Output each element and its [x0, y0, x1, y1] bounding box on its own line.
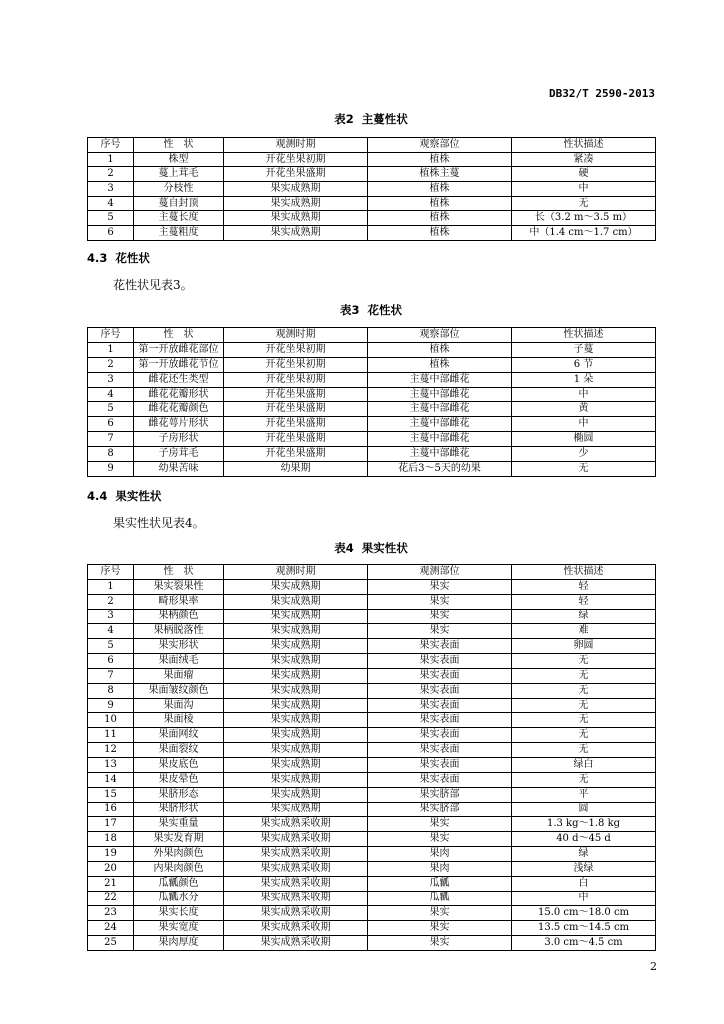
cell-index: 10 — [88, 713, 134, 728]
cell-period: 果实成熟采收期 — [224, 817, 368, 832]
table-flower-traits — [87, 327, 656, 477]
column-header: 观察部位 — [368, 138, 512, 153]
column-header: 性 状 — [134, 328, 224, 343]
cell-part: 果实 — [368, 609, 512, 624]
cell-index: 9 — [88, 698, 134, 713]
cell-description: 无 — [512, 683, 656, 698]
column-header: 观测时期 — [224, 565, 368, 580]
cell-part: 瓜瓤 — [368, 876, 512, 891]
cell-trait: 雌花还生类型 — [134, 372, 224, 387]
cell-description: 13.5 cm～14.5 cm — [512, 921, 656, 936]
column-header: 观测时期 — [224, 138, 368, 153]
cell-index: 17 — [88, 817, 134, 832]
cell-part: 植株 — [368, 182, 512, 197]
cell-index: 1 — [88, 579, 134, 594]
table-row — [88, 891, 656, 906]
cell-index: 12 — [88, 743, 134, 758]
table-row — [88, 787, 656, 802]
cell-part: 果实脐部 — [368, 802, 512, 817]
cell-period: 果实成熟期 — [224, 639, 368, 654]
table-row — [88, 211, 656, 226]
cell-index: 8 — [88, 447, 134, 462]
cell-trait: 子房茸毛 — [134, 447, 224, 462]
cell-description: 无 — [512, 728, 656, 743]
cell-period: 开花坐果盛期 — [224, 387, 368, 402]
cell-part: 果实 — [368, 936, 512, 951]
cell-description: 圆 — [512, 802, 656, 817]
cell-period: 果实成熟期 — [224, 683, 368, 698]
cell-index: 2 — [88, 357, 134, 372]
cell-trait: 果脐形态 — [134, 787, 224, 802]
page-number: 2 — [650, 960, 657, 973]
cell-index: 22 — [88, 891, 134, 906]
column-header: 观测部位 — [368, 565, 512, 580]
table-row — [88, 447, 656, 462]
cell-part: 果肉 — [368, 847, 512, 862]
cell-period: 果实成熟采收期 — [224, 891, 368, 906]
cell-index: 24 — [88, 921, 134, 936]
cell-index: 16 — [88, 802, 134, 817]
cell-period: 果实成熟期 — [224, 594, 368, 609]
cell-description: 1 朵 — [512, 372, 656, 387]
cell-trait: 果实重量 — [134, 817, 224, 832]
cell-part: 瓜瓤 — [368, 891, 512, 906]
cell-trait: 果面网纹 — [134, 728, 224, 743]
cell-trait: 果实形状 — [134, 639, 224, 654]
cell-part: 果实 — [368, 624, 512, 639]
cell-period: 果实成熟期 — [224, 728, 368, 743]
column-header: 观察部位 — [368, 328, 512, 343]
cell-index: 6 — [88, 226, 134, 241]
cell-period: 开花坐果初期 — [224, 357, 368, 372]
cell-trait: 果面棱 — [134, 713, 224, 728]
cell-trait: 果肉厚度 — [134, 936, 224, 951]
cell-part: 果实 — [368, 817, 512, 832]
cell-index: 5 — [88, 639, 134, 654]
cell-part: 植株 — [368, 342, 512, 357]
column-header: 性状描述 — [512, 138, 656, 153]
table-row — [88, 579, 656, 594]
table-row — [88, 462, 656, 477]
cell-description: 椭圆 — [512, 432, 656, 447]
cell-description: 硬 — [512, 167, 656, 182]
table-row — [88, 182, 656, 197]
cell-index: 5 — [88, 211, 134, 226]
cell-trait: 第一开放雌花节位 — [134, 357, 224, 372]
cell-part: 果实表面 — [368, 698, 512, 713]
table-row — [88, 713, 656, 728]
cell-part: 果实 — [368, 832, 512, 847]
cell-part: 植株 — [368, 196, 512, 211]
column-header: 序号 — [88, 328, 134, 343]
column-header: 性状描述 — [512, 328, 656, 343]
cell-description: 无 — [512, 698, 656, 713]
cell-description: 中 — [512, 891, 656, 906]
cell-period: 果实成熟期 — [224, 196, 368, 211]
table-row — [88, 861, 656, 876]
cell-index: 3 — [88, 609, 134, 624]
cell-period: 开花坐果初期 — [224, 152, 368, 167]
cell-period: 果实成熟采收期 — [224, 861, 368, 876]
cell-part: 果实表面 — [368, 668, 512, 683]
cell-description: 40 d～45 d — [512, 832, 656, 847]
table-row — [88, 728, 656, 743]
cell-index: 5 — [88, 402, 134, 417]
table-row — [88, 847, 656, 862]
table-row — [88, 594, 656, 609]
cell-period: 果实成熟期 — [224, 698, 368, 713]
cell-trait: 果面绒毛 — [134, 654, 224, 669]
cell-index: 7 — [88, 432, 134, 447]
cell-index: 21 — [88, 876, 134, 891]
cell-period: 果实成熟采收期 — [224, 876, 368, 891]
cell-period: 果实成熟期 — [224, 579, 368, 594]
cell-period: 果实成熟采收期 — [224, 906, 368, 921]
cell-index: 4 — [88, 196, 134, 211]
cell-period: 果实成熟期 — [224, 609, 368, 624]
cell-part: 主蔓中部雌花 — [368, 402, 512, 417]
cell-trait: 瓜瓤颜色 — [134, 876, 224, 891]
cell-index: 1 — [88, 152, 134, 167]
cell-part: 果实表面 — [368, 654, 512, 669]
cell-trait: 幼果苦味 — [134, 462, 224, 477]
cell-index: 13 — [88, 757, 134, 772]
cell-part: 植株 — [368, 226, 512, 241]
cell-description: 绿白 — [512, 757, 656, 772]
cell-part: 果实表面 — [368, 743, 512, 758]
cell-index: 7 — [88, 668, 134, 683]
cell-trait: 瓜瓤水分 — [134, 891, 224, 906]
cell-trait: 蔓自封顶 — [134, 196, 224, 211]
table-fruit-traits — [87, 564, 656, 951]
cell-trait: 果实宽度 — [134, 921, 224, 936]
cell-trait: 果面皱纹颜色 — [134, 683, 224, 698]
cell-trait: 主蔓长度 — [134, 211, 224, 226]
cell-description: 中 — [512, 387, 656, 402]
cell-index: 23 — [88, 906, 134, 921]
cell-trait: 第一开放雌花部位 — [134, 342, 224, 357]
cell-trait: 内果肉颜色 — [134, 861, 224, 876]
cell-part: 果实表面 — [368, 639, 512, 654]
cell-index: 15 — [88, 787, 134, 802]
cell-period: 果实成熟期 — [224, 713, 368, 728]
table-row — [88, 921, 656, 936]
cell-period: 果实成熟期 — [224, 624, 368, 639]
cell-trait: 雌花花瓣颜色 — [134, 402, 224, 417]
cell-description: 1.3 kg～1.8 kg — [512, 817, 656, 832]
cell-index: 6 — [88, 417, 134, 432]
cell-description: 无 — [512, 668, 656, 683]
table-row — [88, 906, 656, 921]
cell-period: 幼果期 — [224, 462, 368, 477]
cell-index: 8 — [88, 683, 134, 698]
cell-trait: 果柄颜色 — [134, 609, 224, 624]
cell-description: 中（1.4 cm～1.7 cm） — [512, 226, 656, 241]
table-row — [88, 226, 656, 241]
cell-period: 开花坐果盛期 — [224, 432, 368, 447]
cell-trait: 果脐形状 — [134, 802, 224, 817]
cell-part: 主蔓中部雌花 — [368, 387, 512, 402]
cell-description: 卵圆 — [512, 639, 656, 654]
cell-trait: 果实长度 — [134, 906, 224, 921]
cell-trait: 果柄脱落性 — [134, 624, 224, 639]
cell-part: 植株 — [368, 152, 512, 167]
cell-index: 9 — [88, 462, 134, 477]
table-row — [88, 654, 656, 669]
table-row — [88, 639, 656, 654]
cell-part: 果实表面 — [368, 683, 512, 698]
table-row — [88, 372, 656, 387]
cell-trait: 雌花萼片形状 — [134, 417, 224, 432]
cell-part: 主蔓中部雌花 — [368, 447, 512, 462]
cell-trait: 子房形状 — [134, 432, 224, 447]
cell-trait: 果实裂果性 — [134, 579, 224, 594]
cell-index: 2 — [88, 594, 134, 609]
cell-part: 植株 — [368, 357, 512, 372]
cell-description: 黄 — [512, 402, 656, 417]
cell-part: 主蔓中部雌花 — [368, 372, 512, 387]
cell-period: 果实成熟期 — [224, 757, 368, 772]
cell-part: 果实 — [368, 579, 512, 594]
cell-part: 果实脐部 — [368, 787, 512, 802]
table-row — [88, 167, 656, 182]
cell-description: 紧凑 — [512, 152, 656, 167]
table-row — [88, 698, 656, 713]
cell-period: 开花坐果盛期 — [224, 167, 368, 182]
table-row — [88, 817, 656, 832]
table-row — [88, 802, 656, 817]
cell-period: 开花坐果盛期 — [224, 402, 368, 417]
cell-description: 平 — [512, 787, 656, 802]
cell-period: 果实成熟期 — [224, 211, 368, 226]
cell-period: 果实成熟期 — [224, 226, 368, 241]
cell-part: 果实表面 — [368, 772, 512, 787]
cell-period: 果实成熟期 — [224, 743, 368, 758]
cell-trait: 主蔓粗度 — [134, 226, 224, 241]
cell-period: 果实成熟采收期 — [224, 847, 368, 862]
cell-period: 开花坐果初期 — [224, 372, 368, 387]
cell-period: 果实成熟期 — [224, 668, 368, 683]
table-row — [88, 876, 656, 891]
cell-index: 3 — [88, 182, 134, 197]
column-header: 观测时期 — [224, 328, 368, 343]
cell-index: 4 — [88, 624, 134, 639]
cell-trait: 果面沟 — [134, 698, 224, 713]
cell-description: 中 — [512, 417, 656, 432]
cell-part: 果实表面 — [368, 728, 512, 743]
cell-trait: 畸形果率 — [134, 594, 224, 609]
cell-part: 果实表面 — [368, 757, 512, 772]
cell-trait: 雌花花瓣形状 — [134, 387, 224, 402]
table3-caption: 表3 花性状 — [339, 303, 402, 317]
table-row — [88, 683, 656, 698]
cell-period: 果实成熟期 — [224, 802, 368, 817]
cell-description: 无 — [512, 654, 656, 669]
document-code: DB32/T 2590-2013 — [549, 87, 655, 100]
column-header: 性状描述 — [512, 565, 656, 580]
table-row — [88, 624, 656, 639]
table-row — [88, 936, 656, 951]
table-row — [88, 357, 656, 372]
cell-trait: 分枝性 — [134, 182, 224, 197]
cell-description: 白 — [512, 876, 656, 891]
header-row — [88, 138, 656, 153]
cell-description: 子蔓 — [512, 342, 656, 357]
cell-index: 20 — [88, 861, 134, 876]
cell-index: 3 — [88, 372, 134, 387]
column-header: 序号 — [88, 138, 134, 153]
cell-index: 2 — [88, 167, 134, 182]
cell-trait: 果面裂纹 — [134, 743, 224, 758]
cell-index: 25 — [88, 936, 134, 951]
table-row — [88, 342, 656, 357]
cell-part: 主蔓中部雌花 — [368, 417, 512, 432]
cell-trait: 外果肉颜色 — [134, 847, 224, 862]
cell-description: 绿 — [512, 847, 656, 862]
cell-description: 浅绿 — [512, 861, 656, 876]
cell-part: 果实 — [368, 921, 512, 936]
table-row — [88, 417, 656, 432]
cell-period: 开花坐果盛期 — [224, 447, 368, 462]
cell-description: 少 — [512, 447, 656, 462]
section-text-4-3: 花性状见表3。 — [113, 278, 193, 292]
cell-part: 果实 — [368, 594, 512, 609]
cell-trait: 果实发育期 — [134, 832, 224, 847]
cell-description: 无 — [512, 743, 656, 758]
cell-index: 19 — [88, 847, 134, 862]
cell-index: 1 — [88, 342, 134, 357]
cell-index: 18 — [88, 832, 134, 847]
cell-period: 果实成熟期 — [224, 787, 368, 802]
cell-period: 果实成熟期 — [224, 182, 368, 197]
cell-part: 果实 — [368, 906, 512, 921]
cell-index: 11 — [88, 728, 134, 743]
cell-part: 果实表面 — [368, 713, 512, 728]
table-row — [88, 757, 656, 772]
column-header: 性 状 — [134, 565, 224, 580]
cell-description: 长（3.2 m～3.5 m） — [512, 211, 656, 226]
cell-trait: 果皮底色 — [134, 757, 224, 772]
cell-description: 3.0 cm～4.5 cm — [512, 936, 656, 951]
table-row — [88, 832, 656, 847]
section-heading-4-4: 4.4 果实性状 — [87, 489, 162, 503]
table-row — [88, 432, 656, 447]
table-main-vine-traits — [87, 137, 656, 241]
table-row — [88, 743, 656, 758]
cell-description: 无 — [512, 772, 656, 787]
cell-trait: 株型 — [134, 152, 224, 167]
table2-caption: 表2 主蔓性状 — [334, 112, 408, 126]
cell-trait: 果皮晕色 — [134, 772, 224, 787]
cell-description: 轻 — [512, 579, 656, 594]
cell-part: 主蔓中部雌花 — [368, 432, 512, 447]
cell-index: 4 — [88, 387, 134, 402]
cell-index: 6 — [88, 654, 134, 669]
cell-period: 果实成熟采收期 — [224, 936, 368, 951]
cell-period: 开花坐果盛期 — [224, 417, 368, 432]
cell-index: 14 — [88, 772, 134, 787]
table-row — [88, 668, 656, 683]
cell-description: 中 — [512, 182, 656, 197]
cell-part: 植株 — [368, 211, 512, 226]
cell-period: 果实成熟采收期 — [224, 832, 368, 847]
column-header: 序号 — [88, 565, 134, 580]
cell-period: 果实成熟采收期 — [224, 921, 368, 936]
cell-description: 绿 — [512, 609, 656, 624]
table-row — [88, 772, 656, 787]
table-row — [88, 609, 656, 624]
table-row — [88, 196, 656, 211]
header-row — [88, 328, 656, 343]
section-heading-4-3: 4.3 花性状 — [87, 251, 150, 265]
cell-description: 轻 — [512, 594, 656, 609]
cell-part: 花后3～5天的幼果 — [368, 462, 512, 477]
section-text-4-4: 果实性状见表4。 — [113, 516, 205, 530]
header-row — [88, 565, 656, 580]
cell-trait: 蔓上茸毛 — [134, 167, 224, 182]
cell-description: 难 — [512, 624, 656, 639]
cell-description: 无 — [512, 196, 656, 211]
table-row — [88, 402, 656, 417]
cell-period: 果实成熟期 — [224, 772, 368, 787]
cell-trait: 果面瘤 — [134, 668, 224, 683]
cell-description: 6 节 — [512, 357, 656, 372]
cell-description: 无 — [512, 713, 656, 728]
cell-part: 植株主蔓 — [368, 167, 512, 182]
table-row — [88, 387, 656, 402]
cell-period: 果实成熟期 — [224, 654, 368, 669]
table4-caption: 表4 果实性状 — [334, 541, 408, 555]
cell-part: 果肉 — [368, 861, 512, 876]
column-header: 性 状 — [134, 138, 224, 153]
table-row — [88, 152, 656, 167]
cell-period: 开花坐果初期 — [224, 342, 368, 357]
cell-description: 15.0 cm～18.0 cm — [512, 906, 656, 921]
cell-description: 无 — [512, 462, 656, 477]
